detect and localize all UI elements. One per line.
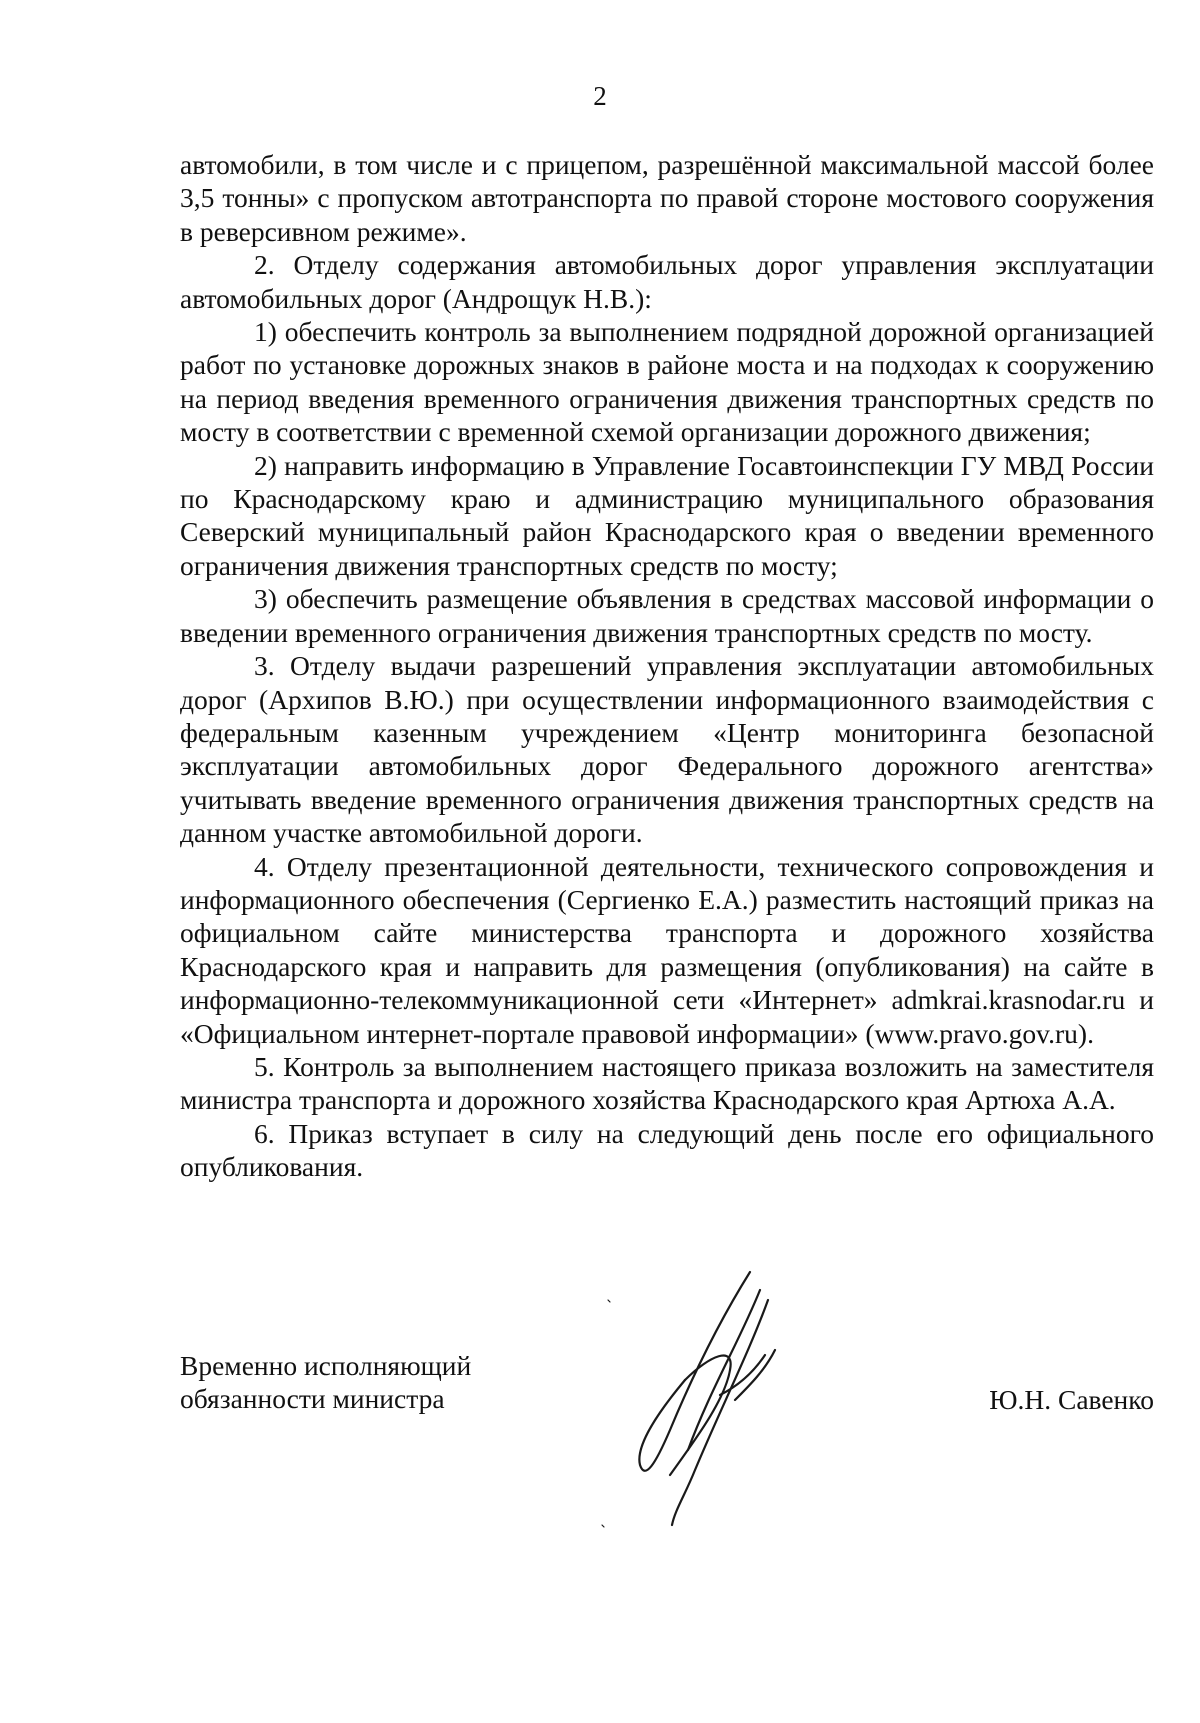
signatory-position	[180, 1349, 471, 1416]
signatory-position-line: Временно исполняющий	[180, 1350, 472, 1381]
signature-stroke	[608, 1300, 610, 1302]
signature-stroke	[735, 1350, 775, 1400]
paragraph: 3. Отделу выдачи разрешений управления эксплуатации автомобильных дорог (Архипов В.Ю.) при осуществлении информационного взаимодействия с федеральным казенным учреждением «Центр мониторинга безопасной эксплуатации автомобильных дорог Федерального дорожного агентства» учитывать введение временного ограничения движения транспортных средств на данном участке автомобильной дороги.	[180, 650, 1154, 849]
signature-stroke	[602, 1525, 604, 1527]
signature-stroke	[672, 1300, 768, 1525]
page-number: 2	[593, 81, 607, 111]
signature-stroke	[688, 1290, 760, 1450]
paragraph: 6. Приказ вступает в силу на следующий день после его официального опубликования.	[180, 1117, 1154, 1183]
paragraph: 4. Отделу презентационной деятельности, технического сопровождения и информационного обеспечения (Сергиенко Е.А.) разместить настоящий приказ на официальном сайте министерства транспорта и дорожного хозяйства Краснодарского края и направить для размещения (опубликования) на сайте в информационно-телекоммуникационной сети «Интернет» admkrai.krasnodar.ru и «Официальном интернет-портале правовой информации» (www.pravo.gov.ru).	[180, 850, 1154, 1049]
signatory-position-line: обязанности министра	[180, 1383, 445, 1415]
paragraph: 2) направить информацию в Управление Госавтоинспекции ГУ МВД России по Краснодарскому краю и администрацию муниципального образования Северский муниципальный район Краснодарского края о введении временного ограничения движения транспортных средств по мосту;	[180, 449, 1154, 581]
signatory-name: Ю.Н. Савенко	[989, 1384, 1154, 1415]
paragraph: 3) обеспечить размещение объявления в средствах массовой информации о введении временного ограничения движения транспортных средств по мосту.	[180, 583, 1154, 648]
paragraph: 5. Контроль за выполнением настоящего приказа возложить на заместителя министра транспорта и дорожного хозяйства Краснодарского края Артюха А.А.	[180, 1050, 1154, 1116]
handwritten-signature	[600, 1260, 840, 1540]
paragraph: автомобили, в том числе и с прицепом, разрешённой максимальной массой более 3,5 тонны» с пропуском автотранспорта по правой стороне мостового сооружения в реверсивном режиме».	[180, 149, 1154, 247]
paragraph: 1) обеспечить контроль за выполнением подрядной дорожной организацией работ по установке дорожных знаков в районе моста и на подходах к сооружению на период введения временного ограничения движения транспортных средств по мосту в соответствии с временной схемой организации дорожного движения;	[180, 316, 1154, 448]
paragraph: 2. Отделу содержания автомобильных дорог управления эксплуатации автомобильных дорог (Андрощук Н.В.):	[180, 249, 1154, 314]
document-body	[180, 148, 1154, 1184]
